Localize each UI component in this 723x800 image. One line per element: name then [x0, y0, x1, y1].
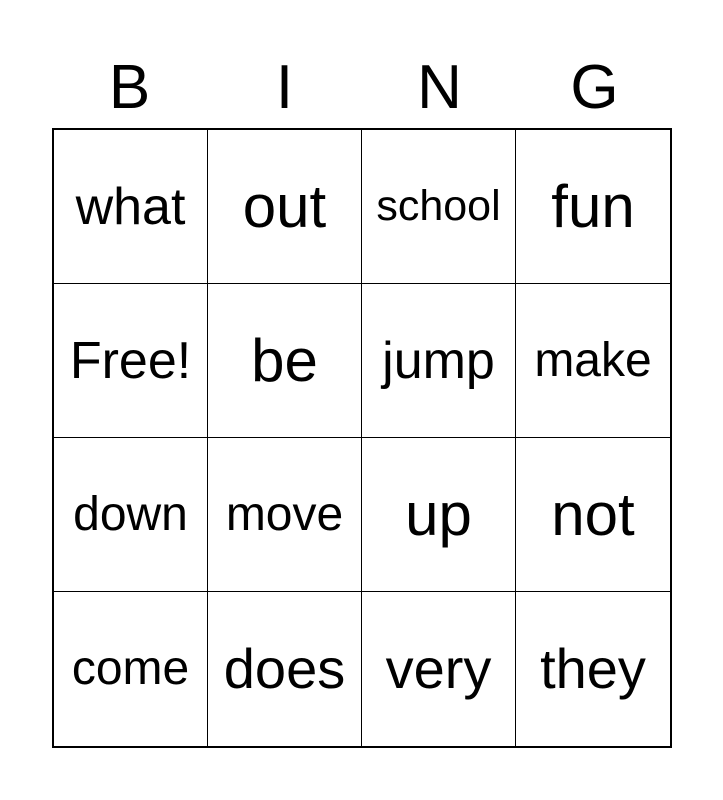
bingo-cell: come — [54, 592, 208, 746]
bingo-cell: they — [540, 637, 646, 700]
bingo-cell: what — [54, 130, 208, 284]
header-letter-g: G — [570, 53, 619, 122]
bingo-board — [52, 128, 672, 748]
bingo-cell: be — [208, 284, 362, 438]
bingo-cell: move — [208, 438, 362, 592]
bingo-cell: up — [362, 438, 516, 592]
bingo-cell: down — [54, 438, 208, 592]
bingo-header — [52, 48, 672, 128]
bingo-cell: make — [516, 284, 670, 438]
bingo-cell: does — [208, 592, 362, 746]
bingo-cell: fun — [516, 130, 670, 284]
header-letter-b: B — [108, 53, 151, 122]
bingo-cell: out — [208, 130, 362, 284]
header-letter-i: I — [275, 53, 294, 122]
header-letter-n: N — [417, 53, 462, 122]
bingo-cell: school — [362, 130, 516, 284]
bingo-cell: very — [362, 592, 516, 746]
bingo-cell: jump — [362, 284, 516, 438]
bingo-cell-free: Free! — [54, 284, 208, 438]
bingo-cell: not — [516, 438, 670, 592]
